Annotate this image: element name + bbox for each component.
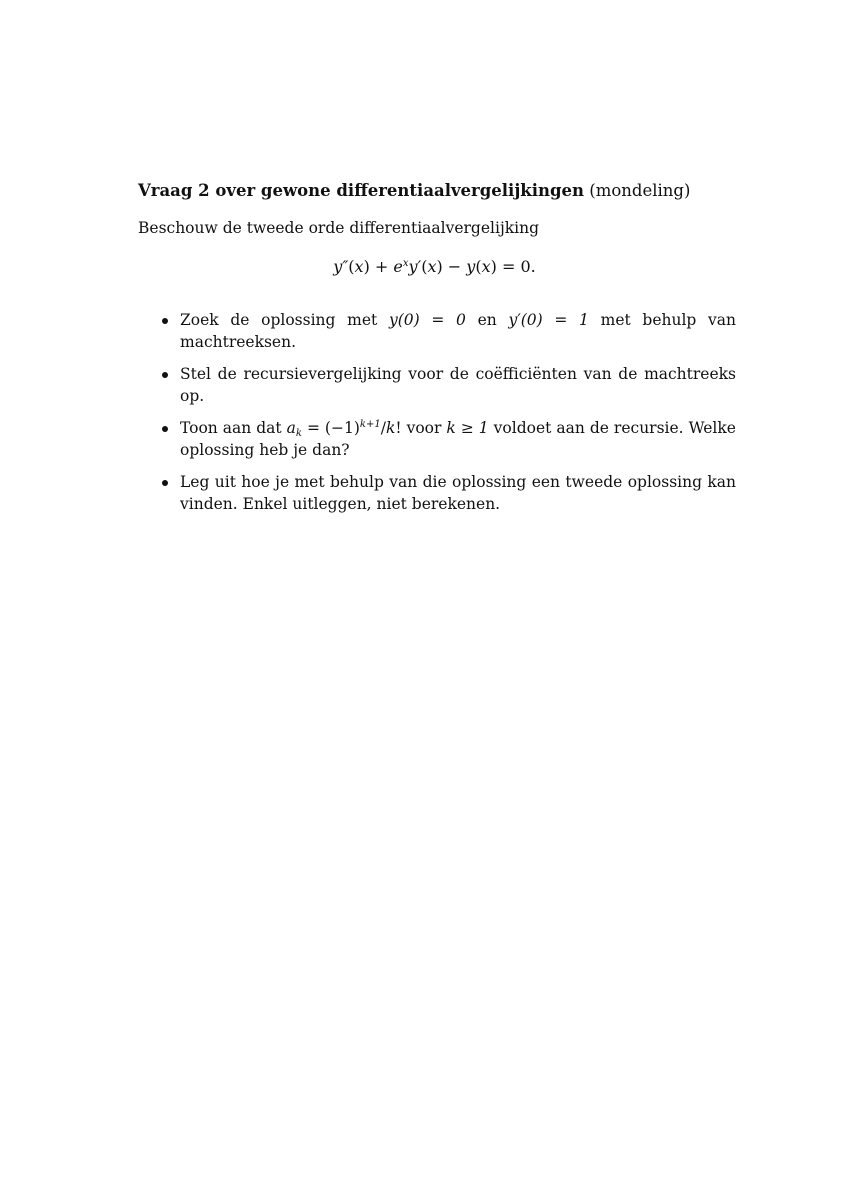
task-text: Leg uit hoe je met behulp van die oplossing een tweede oplossing kan vinden. Enkel uitleggen, niet berekenen. [180,473,736,513]
bullet-icon [162,426,168,432]
coefficient-formula: $a_k = (-1)^{k+1}/k$! [286,419,402,439]
task-text: Zoek de oplossing met [180,311,378,329]
intro-text: Beschouw de tweede orde differentiaalvergelijking [138,219,540,237]
task-text: Stel de recursievergelijking voor de coëfficiënten van de machtreeks op. [180,365,736,405]
task-text: en [477,311,497,329]
main-equation [0,257,847,277]
task-text: met behulp van machtreeksen. [180,311,737,351]
question-heading [138,181,758,201]
task-text: voor [406,419,442,437]
bullet-icon [162,372,168,378]
initial-condition-1: y(0) = 0 [388,311,466,329]
task-item-recursion [160,363,736,407]
bullet-icon [162,318,168,324]
heading-title: Vraag 2 over gewone differentiaalvergelijkingen [138,181,585,200]
index-condition: k ≥ 1 [446,419,489,437]
task-text: Toon aan dat [180,419,282,437]
initial-condition-2: y′(0) = 1 [508,311,589,329]
task-item-power-series [160,309,736,353]
equation-rendered: $y''(x) + e^xy'(x) - y(x) = 0$. [333,257,536,276]
task-list [160,309,736,525]
task-text: voldoet aan de recursie. Welke oplossing heb je dan? [180,419,736,459]
task-item-verify-coefficients [160,417,736,461]
task-item-second-solution [160,471,736,515]
heading-mode: (mondeling) [589,181,691,200]
bullet-icon [162,480,168,486]
